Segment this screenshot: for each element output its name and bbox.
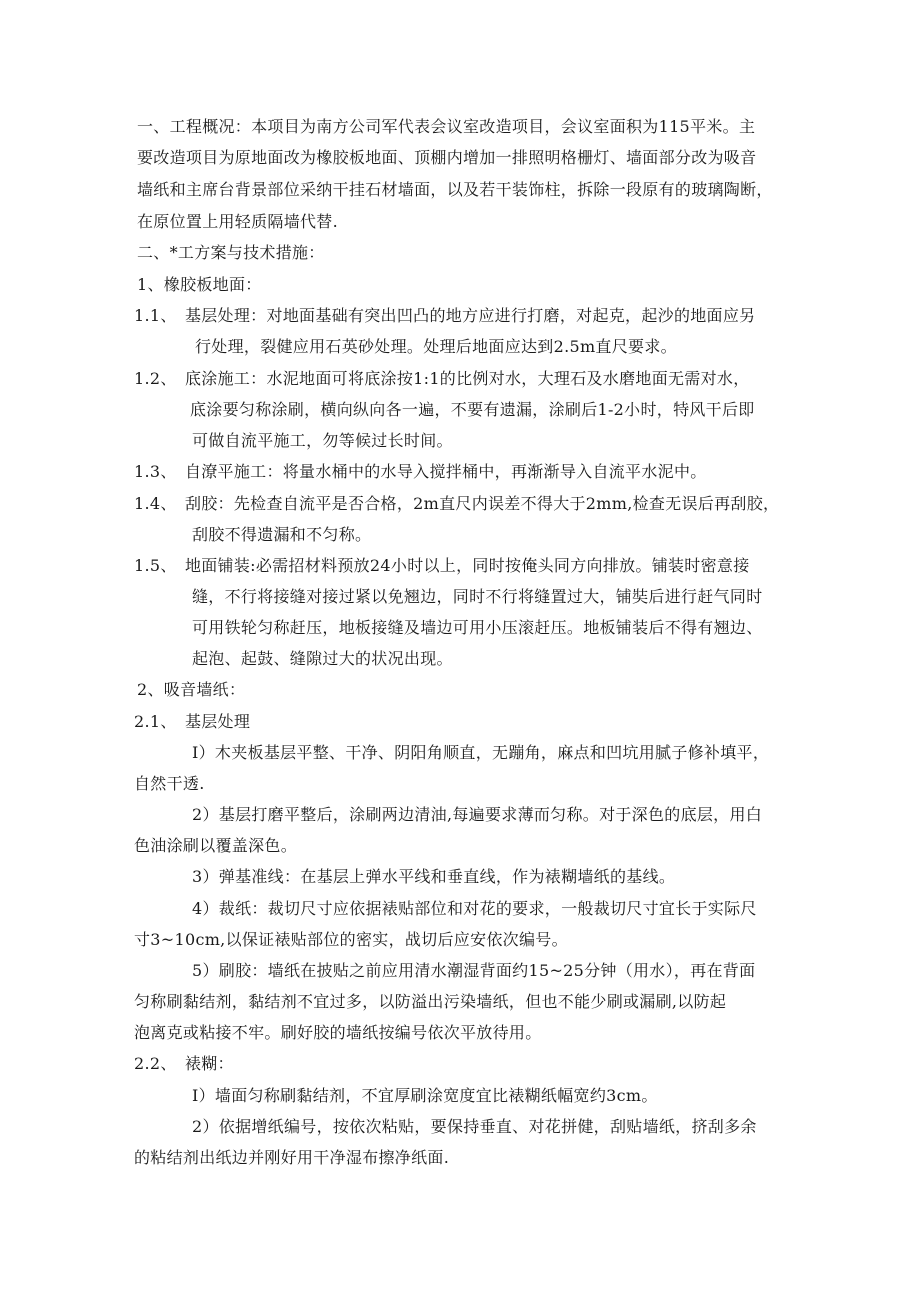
item-1-5-cont: 可用铁轮匀称赶压，地板接缝及墙边可用小压滚赶压。地板铺装后不得有翘边、 — [192, 618, 763, 637]
paragraph-line: 4）裁纸：裁切尺寸应依据裱贴部位和对花的要求，一般裁切尺寸宜长于实际尺 — [192, 899, 757, 918]
item-1-2-cont: 可做自流平施工，勿等候过长时间。 — [192, 431, 453, 450]
intro-line: 一、工程概况：本项目为南方公司军代表会议室改造项目，会议室面积为115平米。主 — [137, 117, 756, 136]
paragraph-line: 寸3~10cm,以保证裱贴部位的密实，战切后应安依次编号。 — [134, 930, 568, 949]
intro-line: 墙纸和主席台背景部位采纳干挂石材墙面，以及若干装饰柱，拆除一段原有的玻璃陶断， — [137, 180, 773, 199]
item-1-5-cont: 缝，不行将接缝对接过紧以免翘边，同时不行将缝置过大，铺奘后进行赶气同时 — [192, 587, 763, 606]
paragraph-line: 5）刷胶：墙纸在披贴之前应用清水潮湿背面约15~25分钟（用水），再在背面 — [192, 961, 756, 980]
item-1-4: 1.4、 刮胶：先检查自流平是否合格，2m直尺内误差不得大于2mm,检查无误后再刮胶， — [134, 494, 780, 513]
paragraph-line: 2）依据增纸编号，按依次粘贴，要保持垂直、对花拼健，刮贴墙纸，挤刮多余 — [192, 1117, 757, 1136]
item-1-2-cont: 底涂要匀称涂刷，横向纵向各一遍，不要有遗漏，涂刷后1-2小时，特风干后即 — [190, 400, 755, 419]
section-heading: 二、*工方案与技术措施： — [137, 243, 325, 262]
item-1-3: 1.3、 自潦平施工：将量水桶中的水导入搅拌桶中，再渐渐导入自流平水泥中。 — [134, 462, 707, 481]
item-1-4-cont: 刮胶不得遗漏和不匀称。 — [192, 525, 372, 544]
paragraph-line: 的粘结剂出纸边并刚好用干净湿布擦净纸面. — [134, 1148, 450, 1167]
paragraph-line: 泡离克或粘接不牢。刷好胶的墙纸按编号依次平放待用。 — [134, 1023, 542, 1042]
paragraph-line: 色油涂刷以覆盖深色。 — [134, 836, 298, 855]
paragraph-line: 3）弹基准线：在基层上弹水平线和垂直线，作为裱糊墙纸的基线。 — [192, 867, 676, 886]
subsection-heading: 1、橡胶板地面： — [137, 275, 262, 294]
paragraph-line: I）墙面匀称刷黏结剂，不宜厚刷涂宽度宜比裱糊纸幅宽约3cm。 — [192, 1086, 658, 1105]
item-1-5-cont: 起泡、起鼓、缝隙过大的状况出现。 — [192, 649, 453, 668]
paragraph-line: I）木夹板基层平整、干净、阴阳角顺直，无蹦角，麻点和凹坑用腻子修补填平， — [192, 743, 770, 762]
paragraph-line: 自然干透. — [134, 774, 205, 793]
paragraph-line: 2）基层打磨平整后，涂刷两边清油,每遍要求薄而匀称。对于深色的底层，用白 — [192, 805, 763, 824]
item-1-2: 1.2、 底涂施工：水泥地面可将底涂按1:1的比例对水，大理石及水磨地面无需对水， — [134, 369, 750, 388]
subsection-heading: 2、吸音墙纸： — [137, 680, 246, 699]
item-1-5: 1.5、 地面铺装:必需招材料预放24小时以上，同时按俺头同方向排放。铺装时密意接 — [134, 556, 750, 575]
item-2-1-title: 2.1、 基层处理 — [134, 712, 251, 731]
intro-line: 要改造项目为原地面改为橡胶板地面、顶棚内增加一排照明格栅灯、墙面部分改为吸音 — [137, 148, 757, 167]
item-2-2-title: 2.2、 裱糊： — [134, 1054, 234, 1073]
item-1-1: 1.1、 基层处理：对地面基础有突出凹凸的地方应进行打磨，对起克，起沙的地面应另 — [134, 306, 756, 325]
item-1-1-cont: 行处理，裂健应用石英砂处理。处理后地面应达到2.5m直尺要求。 — [195, 337, 677, 356]
intro-line: 在原位置上用轻质隔墙代替. — [137, 212, 338, 231]
paragraph-line: 匀称刷黏结剂，黏结剂不宜过多，以防溢出污染墙纸，但也不能少刷或漏刷,以防起 — [134, 992, 727, 1011]
